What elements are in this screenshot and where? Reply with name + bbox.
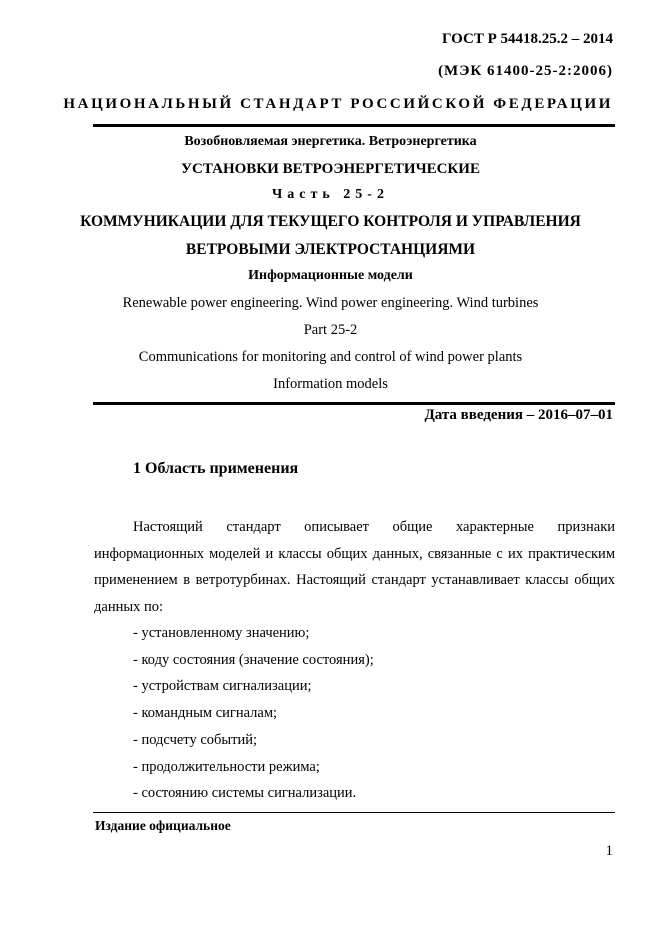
official-edition-label: Издание официальное <box>95 818 231 833</box>
list-item: - коду состояния (значение состояния); <box>133 651 374 668</box>
introduction-date: Дата введения – 2016–07–01 <box>424 407 613 423</box>
list-item: - командным сигналам; <box>133 705 278 722</box>
document-code: ГОСТ Р 54418.25.2 – 2014 <box>441 31 613 47</box>
title-line-4: КОММУНИКАЦИИ ДЛЯ ТЕКУЩЕГО КОНТРОЛЯ И УПРАВЛЕНИЯ <box>80 213 581 230</box>
title-line-6: Информационные модели <box>248 268 413 283</box>
title-bottom-divider <box>93 402 615 405</box>
list-item: - состоянию системы сигнализации. <box>133 785 357 802</box>
scope-paragraph: Настоящий стандарт описывает общие характерные признаки информационных моделей и классы общих данных, связанные с их практическим применением в ветротурбинах. Настоящий стандарт устанавливает классы общих данных по: <box>94 519 615 616</box>
title-line-1: Возобновляемая энергетика. Ветроэнергетика <box>184 134 477 149</box>
english-title-line-3: Communications for monitoring and control of wind power plants <box>138 349 523 365</box>
list-item: - подсчету событий; <box>133 731 258 748</box>
section-heading: 1 Область применения <box>133 460 299 477</box>
page-number: 1 <box>605 843 613 859</box>
iec-code: (МЭК 61400-25-2:2006) <box>438 63 613 79</box>
english-title-part: Part 25-2 <box>303 322 358 338</box>
english-title-line-4: Information models <box>273 376 388 392</box>
list-item: - установленному значению; <box>133 625 310 641</box>
top-divider <box>93 124 615 127</box>
title-line-5: ВЕТРОВЫМИ ЭЛЕКТРОСТАНЦИЯМИ <box>185 241 476 258</box>
title-part: Часть 25-2 <box>272 187 389 202</box>
list-item: - устройствам сигнализации; <box>133 678 312 695</box>
footer-divider <box>93 812 615 813</box>
national-standard-heading: НАЦИОНАЛЬНЫЙ СТАНДАРТ РОССИЙСКОЙ ФЕДЕРАЦИИ <box>63 96 613 112</box>
title-line-2: УСТАНОВКИ ВЕТРОЭНЕРГЕТИЧЕСКИЕ <box>181 161 480 177</box>
data-class-list <box>133 620 374 807</box>
english-title-line-1: Renewable power engineering. Wind power engineering. Wind turbines <box>122 295 539 311</box>
list-item: - продолжительности режима; <box>133 758 320 775</box>
